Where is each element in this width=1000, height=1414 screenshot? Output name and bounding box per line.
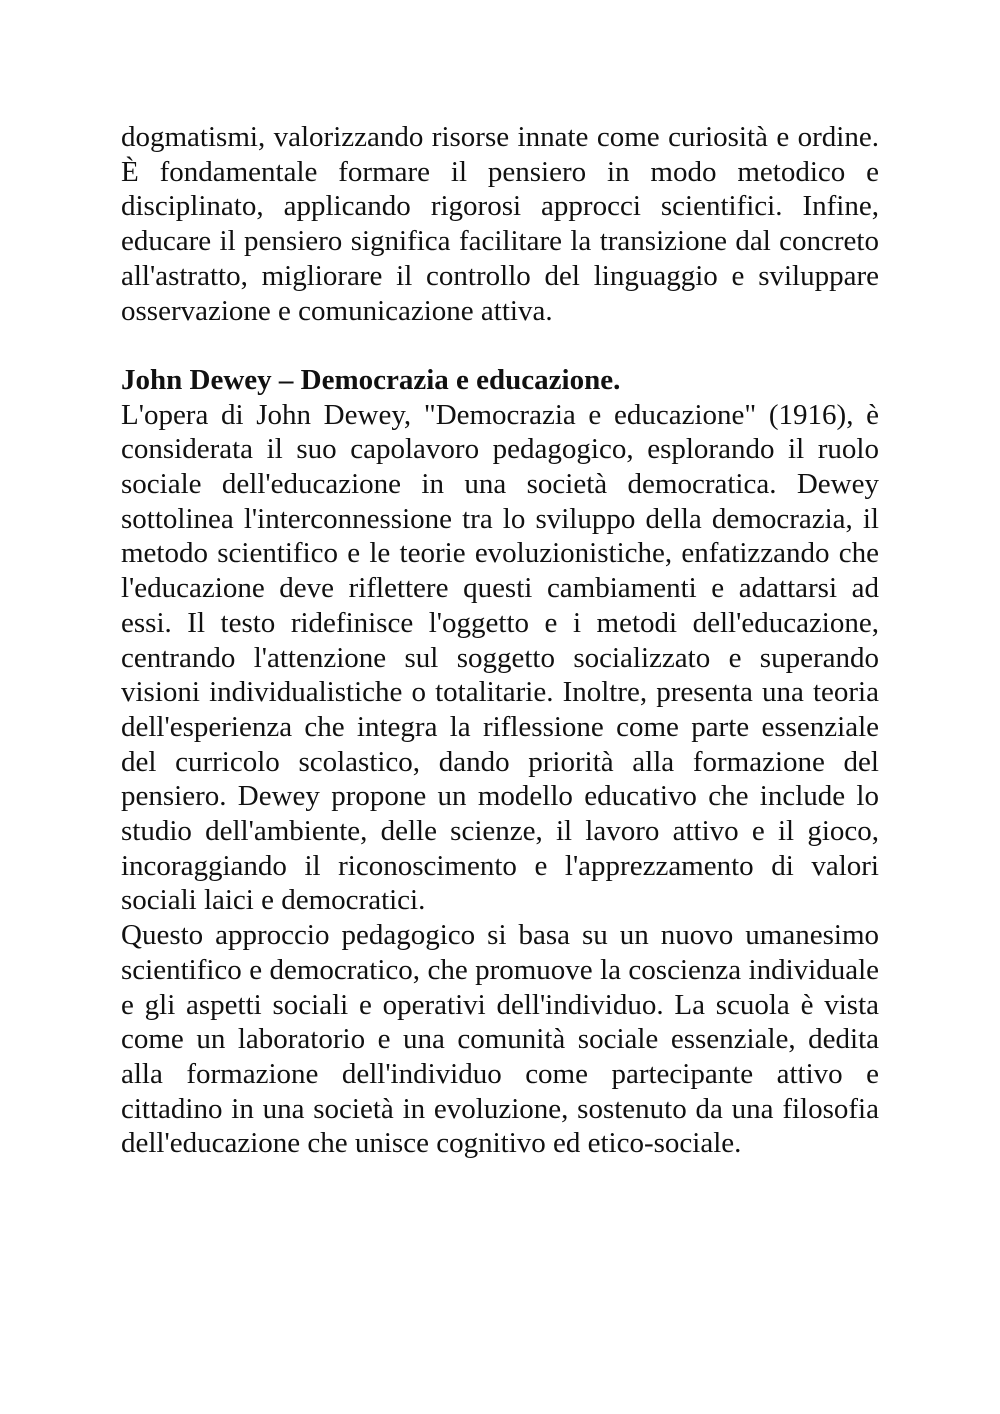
- intro-paragraph: dogmatismi, valorizzando risorse innate come curiosità e ordine. È fondamentale formare il pensiero in modo metodico e disciplinato, applicando rigorosi approcci scientifici. Infine, educare il pensiero significa facilitare la transizione dal concreto all'astratto, migliorare il controllo del linguaggio e sviluppare osservazione e comunicazione attiva.: [121, 121, 879, 327]
- document-page: [121, 120, 879, 1161]
- body-paragraph-1: L'opera di John Dewey, "Democrazia e educazione" (1916), è considerata il suo capolavoro pedagogico, esplorando il ruolo sociale dell'educazione in una società democratica. Dewey sottolinea l'interconnessione tra lo sviluppo della democrazia, il metodo scientifico e le teorie evoluzionistiche, enfatizzando che l'educazione deve riflettere questi cambiamenti e adattarsi ad essi. Il testo ridefinisce l'oggetto e i metodi dell'educazione, centrando l'attenzione sul soggetto socializzato e superando visioni individualistiche o totalitarie. Inoltre, presenta una teoria dell'esperienza che integra la riflessione come parte essenziale del curricolo scolastico, dando priorità alla formazione del pensiero. Dewey propone un modello educativo che include lo studio dell'ambiente, delle scienze, il lavoro attivo e il gioco, incoraggiando il riconoscimento e l'apprezzamento di valori sociali laici e democratici.: [121, 398, 879, 917]
- paragraph-spacer: [121, 328, 879, 363]
- section-heading: John Dewey – Democrazia e educazione.: [121, 363, 621, 396]
- body-paragraph-2: Questo approccio pedagogico si basa su un nuovo umanesimo scientifico e democratico, che promuove la coscienza individuale e gli aspetti sociali e operativi dell'individuo. La scuola è vista come un laboratorio e una comunità sociale essenziale, dedita alla formazione dell'individuo come partecipante attivo e cittadino in una società in evoluzione, sostenuto da una filosofia dell'educazione che unisce cognitivo ed etico-sociale.: [121, 919, 879, 1160]
